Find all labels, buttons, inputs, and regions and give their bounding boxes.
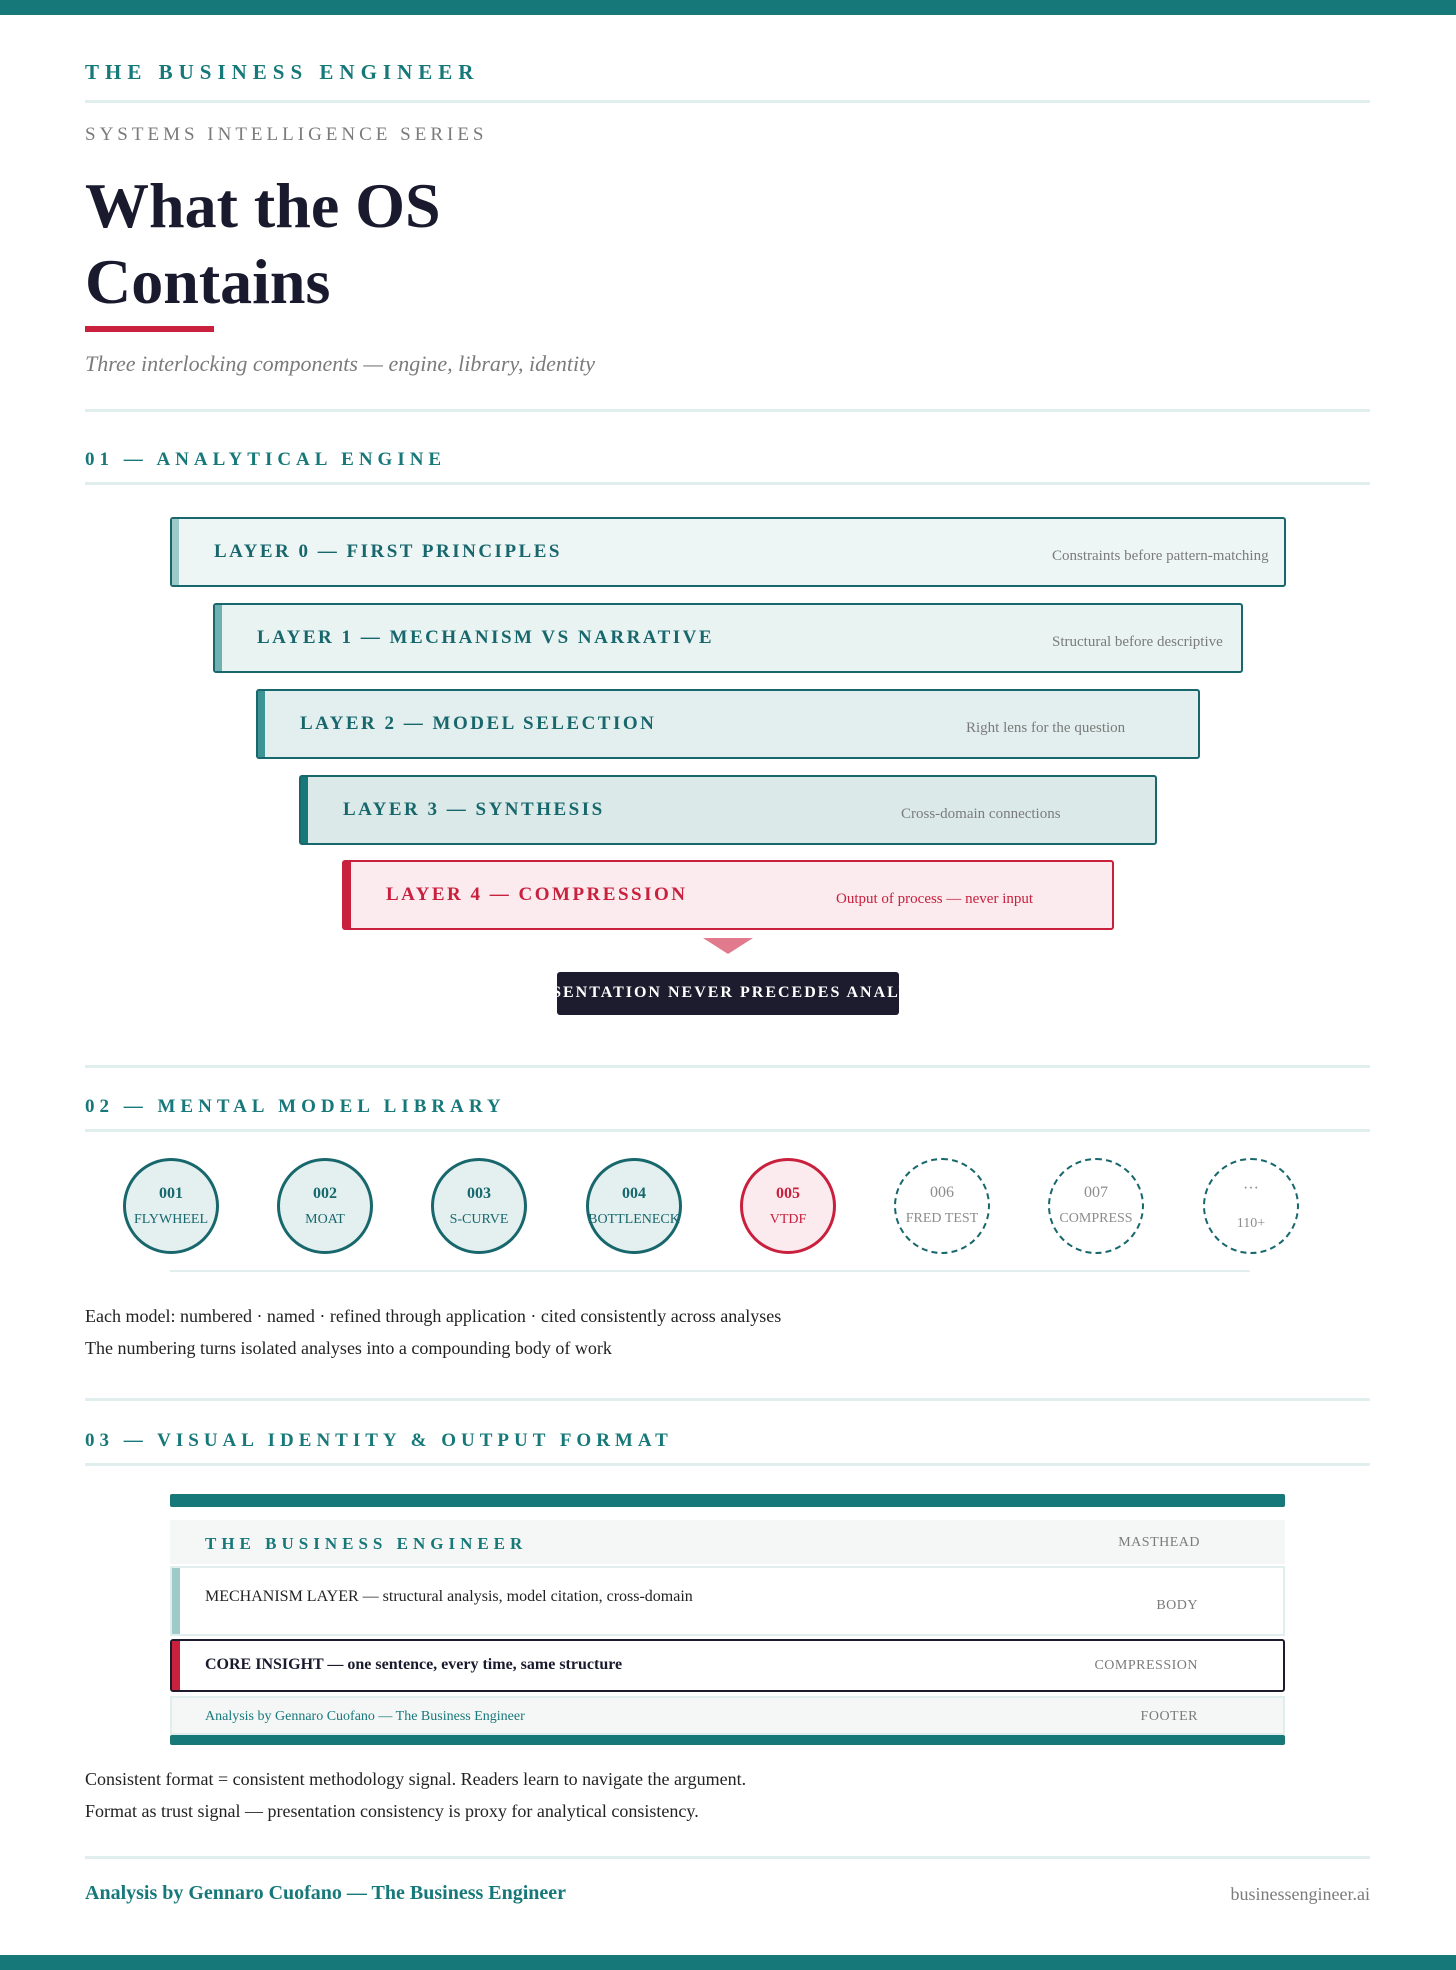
- divider: [85, 100, 1370, 103]
- layer-stripe: [258, 691, 265, 757]
- mockup-insight-row: [170, 1639, 1285, 1692]
- page-title: What the OS Contains: [85, 170, 441, 317]
- layer-description: Output of process — never input: [836, 891, 1034, 907]
- bottom-accent-bar: [0, 1955, 1456, 1970]
- model-circle-fred-test: [894, 1158, 990, 1254]
- layer-stripe: [215, 605, 222, 671]
- rule-banner: [514, 972, 942, 1015]
- model-number: ···: [1243, 1180, 1259, 1197]
- mockup-footer-row: [170, 1696, 1285, 1735]
- layer-description: Right lens for the question: [966, 720, 1126, 736]
- layer-name: LAYER 3 — SYNTHESIS: [343, 799, 605, 820]
- footer-url-link[interactable]: businessengineer.ai: [1230, 1884, 1370, 1904]
- brand-name: THE BUSINESS ENGINEER: [85, 60, 480, 84]
- layer-name: LAYER 4 — COMPRESSION: [386, 884, 688, 905]
- down-arrow-icon: [703, 938, 753, 954]
- divider: [85, 1065, 1370, 1068]
- model-number: 003: [467, 1185, 491, 1202]
- model-number: 007: [1084, 1184, 1108, 1201]
- divider: [85, 482, 1370, 485]
- model-circle-moat: [277, 1158, 373, 1254]
- model-name: S-CURVE: [449, 1212, 509, 1227]
- layer-4-box: [342, 860, 1114, 930]
- model-number: 004: [622, 1185, 646, 1202]
- mockup-insight-label: COMPRESSION: [1094, 1658, 1198, 1673]
- series-label: SYSTEMS INTELLIGENCE SERIES: [85, 124, 488, 145]
- mockup-masthead-text: THE BUSINESS ENGINEER: [205, 1534, 528, 1553]
- model-circle-flywheel: [123, 1158, 219, 1254]
- title-accent-bar: [85, 326, 214, 332]
- layer-stripe: [344, 862, 351, 928]
- section-title-mental-model-library: 02 — MENTAL MODEL LIBRARY: [85, 1096, 506, 1117]
- format-mockup-top-bar: [170, 1494, 1285, 1507]
- section-title-visual-identity: 03 — VISUAL IDENTITY & OUTPUT FORMAT: [85, 1430, 673, 1451]
- model-number: 002: [313, 1185, 337, 1202]
- model-number: 006: [930, 1184, 954, 1201]
- divider: [170, 1270, 1250, 1272]
- format-description-line-1: Consistent format = consistent methodology signal. Readers learn to navigate the argument.: [85, 1769, 747, 1789]
- model-circle-more: [1203, 1158, 1299, 1254]
- mockup-body-label: BODY: [1156, 1598, 1198, 1613]
- library-description-line-2: The numbering turns isolated analyses into a compounding body of work: [85, 1338, 612, 1358]
- layer-0-box: [170, 517, 1286, 587]
- model-name: MOAT: [305, 1212, 345, 1227]
- mockup-insight-text: CORE INSIGHT — one sentence, every time, same structure: [205, 1656, 623, 1673]
- divider: [85, 1463, 1370, 1466]
- page-subtitle: Three interlocking components — engine, library, identity: [85, 351, 595, 376]
- library-description-line-1: Each model: numbered · named · refined through application · cited consistently across analyses: [85, 1306, 782, 1326]
- model-circle-s-curve: [431, 1158, 527, 1254]
- model-number: 005: [776, 1185, 800, 1202]
- model-number: 001: [159, 1185, 183, 1202]
- format-description-line-2: Format as trust signal — presentation consistency is proxy for analytical consistency.: [85, 1801, 699, 1821]
- format-mockup-bottom-bar: [170, 1735, 1285, 1745]
- mockup-footer-label: FOOTER: [1140, 1709, 1198, 1724]
- model-circle-bottleneck: [586, 1158, 682, 1254]
- layer-2-box: [256, 689, 1200, 759]
- layer-1-box: [213, 603, 1243, 673]
- divider: [85, 1129, 1370, 1132]
- divider: [85, 409, 1370, 412]
- model-circle-vtdf: [740, 1158, 836, 1254]
- mockup-body-row: [170, 1566, 1285, 1636]
- mockup-masthead-label: MASTHEAD: [1118, 1535, 1200, 1550]
- mockup-masthead-row: [170, 1520, 1285, 1564]
- layer-name: LAYER 2 — MODEL SELECTION: [300, 713, 657, 734]
- mockup-body-stripe: [172, 1568, 180, 1634]
- model-circle-compress: [1048, 1158, 1144, 1254]
- divider: [85, 1856, 1370, 1859]
- model-name: FRED TEST: [905, 1211, 979, 1226]
- model-name: BOTTLENECK: [588, 1212, 680, 1227]
- section-title-analytical-engine: 01 — ANALYTICAL ENGINE: [85, 449, 447, 470]
- top-accent-bar: [0, 0, 1456, 15]
- divider: [85, 1398, 1370, 1401]
- layer-name: LAYER 1 — MECHANISM VS NARRATIVE: [257, 627, 715, 648]
- layer-description: Cross-domain connections: [901, 806, 1061, 822]
- mockup-footer-text: Analysis by Gennaro Cuofano — The Business Engineer: [205, 1709, 525, 1724]
- layer-stripe: [172, 519, 179, 585]
- model-name: COMPRESS: [1059, 1211, 1133, 1226]
- layer-description: Structural before descriptive: [1052, 634, 1223, 650]
- layer-stripe: [301, 777, 308, 843]
- footer-credit: Analysis by Gennaro Cuofano — The Business Engineer: [85, 1882, 567, 1904]
- layer-3-box: [299, 775, 1157, 845]
- model-name: 110+: [1236, 1216, 1266, 1231]
- mockup-insight-stripe: [172, 1641, 180, 1690]
- mockup-body-text: MECHANISM LAYER — structural analysis, model citation, cross-domain: [205, 1588, 693, 1605]
- layer-name: LAYER 0 — FIRST PRINCIPLES: [214, 541, 562, 562]
- model-name: VTDF: [769, 1212, 807, 1227]
- layer-description: Constraints before pattern-matching: [1052, 548, 1269, 564]
- model-name: FLYWHEEL: [133, 1212, 209, 1227]
- rule-banner-text: PRESENTATION NEVER PRECEDES ANALYSIS: [514, 984, 942, 1001]
